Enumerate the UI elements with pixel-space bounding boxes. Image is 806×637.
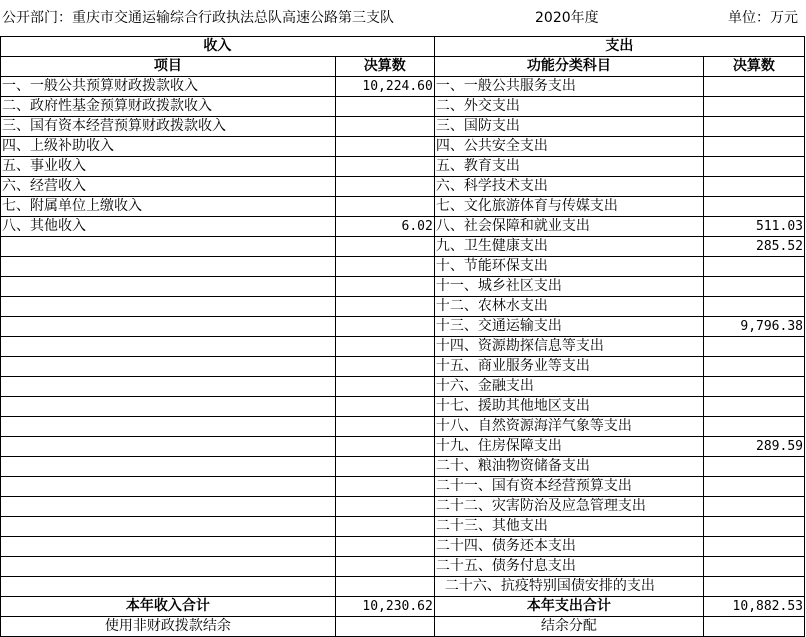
expense-amount <box>703 517 804 537</box>
income-item: 八、其他收入 <box>1 217 336 237</box>
income-item <box>1 377 336 397</box>
row-15 <box>1 377 805 397</box>
section-header-row <box>1 37 805 57</box>
row-19 <box>1 457 805 477</box>
expense-amount-header: 决算数 <box>703 57 804 77</box>
expense-item: 六、科学技术支出 <box>434 177 703 197</box>
column-header-row <box>1 57 805 77</box>
income-item <box>1 577 336 597</box>
row-10 <box>1 277 805 297</box>
expense-amount <box>703 537 804 557</box>
expense-amount <box>703 157 804 177</box>
income-amount <box>335 477 434 497</box>
income-amount: 6.02 <box>335 217 434 237</box>
income-amount <box>335 157 434 177</box>
income-amount <box>335 557 434 577</box>
income-item <box>1 477 336 497</box>
row-4 <box>1 157 805 177</box>
row-8 <box>1 237 805 257</box>
expense-amount: 9,796.38 <box>703 317 804 337</box>
row-16 <box>1 397 805 417</box>
row-0 <box>1 77 805 97</box>
income-amount <box>335 417 434 437</box>
year-label: 2020年度 <box>535 10 599 26</box>
row-11 <box>1 297 805 317</box>
expense-section-title: 支出 <box>434 37 804 57</box>
distribution-label: 结余分配 <box>434 617 703 637</box>
income-section-title: 收入 <box>1 37 435 57</box>
income-amount <box>335 317 434 337</box>
row-21 <box>1 497 805 517</box>
income-item <box>1 237 336 257</box>
income-amount <box>335 237 434 257</box>
income-amount <box>335 197 434 217</box>
expense-item: 十、节能环保支出 <box>434 257 703 277</box>
expense-amount <box>703 557 804 577</box>
income-item <box>1 317 336 337</box>
income-total-amount: 10,230.62 <box>335 597 434 617</box>
income-total-label: 本年收入合计 <box>1 597 336 617</box>
expense-item: 二十五、债务付息支出 <box>434 557 703 577</box>
department-label: 公开部门：重庆市交通运输综合行政执法总队高速公路第三支队 <box>2 10 394 26</box>
income-item <box>1 497 336 517</box>
expense-amount <box>703 297 804 317</box>
row-22 <box>1 517 805 537</box>
expense-item-header: 功能分类科目 <box>434 57 703 77</box>
unit-label: 单位：万元 <box>728 10 798 26</box>
expense-amount <box>703 457 804 477</box>
row-6 <box>1 197 805 217</box>
expense-amount <box>703 377 804 397</box>
income-item <box>1 457 336 477</box>
expense-item: 十九、住房保障支出 <box>434 437 703 457</box>
row-9 <box>1 257 805 277</box>
row-3 <box>1 137 805 157</box>
expense-item: 十二、农林水支出 <box>434 297 703 317</box>
income-amount <box>335 277 434 297</box>
expense-amount <box>703 337 804 357</box>
income-item <box>1 257 336 277</box>
income-amount <box>335 177 434 197</box>
report-header <box>0 0 806 36</box>
expense-item: 十六、金融支出 <box>434 377 703 397</box>
income-item: 二、政府性基金预算财政拨款收入 <box>1 97 336 117</box>
totals-row <box>1 597 805 617</box>
expense-item: 十三、交通运输支出 <box>434 317 703 337</box>
expense-total-label: 本年支出合计 <box>434 597 703 617</box>
expense-item: 二十、粮油物资储备支出 <box>434 457 703 477</box>
expense-item: 二十四、债务还本支出 <box>434 537 703 557</box>
income-item <box>1 437 336 457</box>
expense-item: 三、国防支出 <box>434 117 703 137</box>
row-7 <box>1 217 805 237</box>
expense-item: 十五、商业服务业等支出 <box>434 357 703 377</box>
expense-item: 一、一般公共服务支出 <box>434 77 703 97</box>
income-item <box>1 557 336 577</box>
expense-item: 五、教育支出 <box>434 157 703 177</box>
income-amount <box>335 357 434 377</box>
income-item <box>1 537 336 557</box>
expense-amount <box>703 497 804 517</box>
row-18 <box>1 437 805 457</box>
income-item: 七、附属单位上缴收入 <box>1 197 336 217</box>
row-13 <box>1 337 805 357</box>
expense-item: 二十三、其他支出 <box>434 517 703 537</box>
income-amount <box>335 257 434 277</box>
row-20 <box>1 477 805 497</box>
income-amount <box>335 397 434 417</box>
expense-item: 七、文化旅游体育与传媒支出 <box>434 197 703 217</box>
expense-item: 八、社会保障和就业支出 <box>434 217 703 237</box>
expense-amount <box>703 477 804 497</box>
expense-amount <box>703 97 804 117</box>
row-24 <box>1 557 805 577</box>
income-item: 一、一般公共预算财政拨款收入 <box>1 77 336 97</box>
income-amount <box>335 457 434 477</box>
expense-item: 十八、自然资源海洋气象等支出 <box>434 417 703 437</box>
income-item <box>1 337 336 357</box>
row-17 <box>1 417 805 437</box>
income-item: 四、上级补助收入 <box>1 137 336 157</box>
income-item <box>1 517 336 537</box>
income-amount <box>335 437 434 457</box>
income-amount <box>335 297 434 317</box>
expense-amount <box>703 577 804 597</box>
expense-amount <box>703 137 804 157</box>
expense-item: 二十一、国有资本经营预算支出 <box>434 477 703 497</box>
expense-amount: 285.52 <box>703 237 804 257</box>
income-amount <box>335 497 434 517</box>
row-1 <box>1 97 805 117</box>
expense-amount <box>703 77 804 97</box>
expense-item: 十七、援助其他地区支出 <box>434 397 703 417</box>
expense-item: 十一、城乡社区支出 <box>434 277 703 297</box>
income-item: 三、国有资本经营预算财政拨款收入 <box>1 117 336 137</box>
income-amount-header: 决算数 <box>335 57 434 77</box>
income-item <box>1 357 336 377</box>
income-item <box>1 397 336 417</box>
row-25 <box>1 577 805 597</box>
income-item <box>1 297 336 317</box>
income-item: 六、经营收入 <box>1 177 336 197</box>
expense-total-amount: 10,882.53 <box>703 597 804 617</box>
expense-item: 二十六、抗疫特别国债安排的支出 <box>434 577 703 597</box>
income-amount <box>335 97 434 117</box>
income-item: 五、事业收入 <box>1 157 336 177</box>
row-14 <box>1 357 805 377</box>
expense-item: 九、卫生健康支出 <box>434 237 703 257</box>
income-item-header: 项目 <box>1 57 336 77</box>
expense-amount <box>703 417 804 437</box>
income-amount <box>335 117 434 137</box>
expense-amount <box>703 357 804 377</box>
expense-amount <box>703 197 804 217</box>
income-amount <box>335 137 434 157</box>
row-5 <box>1 177 805 197</box>
income-amount: 10,224.60 <box>335 77 434 97</box>
expense-amount <box>703 177 804 197</box>
income-amount <box>335 517 434 537</box>
expense-amount: 511.03 <box>703 217 804 237</box>
income-amount <box>335 337 434 357</box>
budget-table <box>0 36 805 637</box>
income-amount <box>335 377 434 397</box>
expense-amount <box>703 397 804 417</box>
income-item <box>1 417 336 437</box>
expense-amount: 289.59 <box>703 437 804 457</box>
expense-amount <box>703 277 804 297</box>
carryover-label: 使用非财政拨款结余 <box>1 617 336 637</box>
expense-item: 二十二、灾害防治及应急管理支出 <box>434 497 703 517</box>
income-amount <box>335 537 434 557</box>
expense-item: 十四、资源勘探信息等支出 <box>434 337 703 357</box>
row-23 <box>1 537 805 557</box>
income-amount <box>335 577 434 597</box>
income-item <box>1 277 336 297</box>
expense-amount <box>703 257 804 277</box>
expense-amount <box>703 117 804 137</box>
expense-item: 二、外交支出 <box>434 97 703 117</box>
expense-item: 四、公共安全支出 <box>434 137 703 157</box>
row-12 <box>1 317 805 337</box>
row-2 <box>1 117 805 137</box>
